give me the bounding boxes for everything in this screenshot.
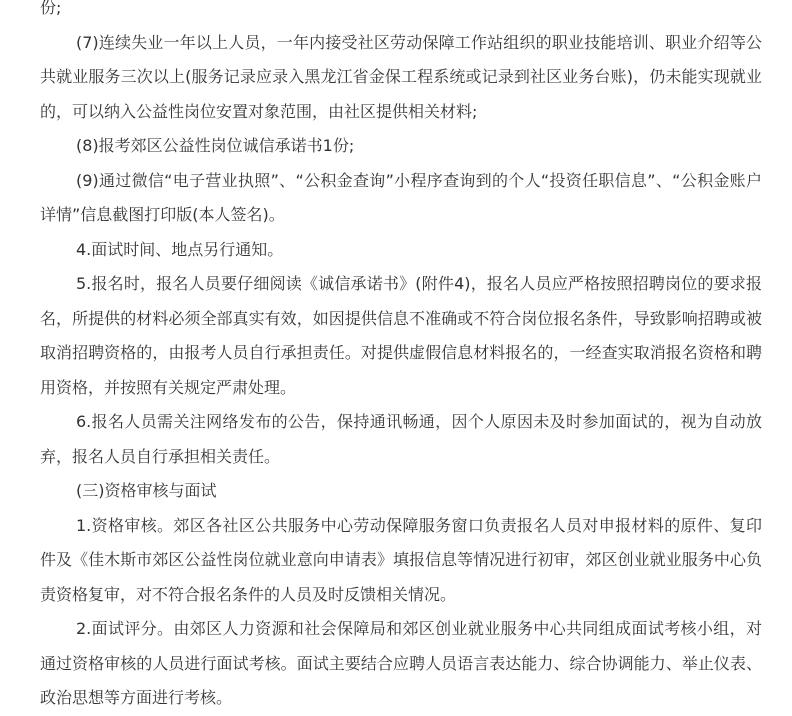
paragraph-item-8: (8)报考郊区公益性岗位诚信承诺书1份; (76, 136, 355, 155)
paragraph-item-9: (9)通过微信“电子营业执照”、“公积金查询”小程序查询到的个人“投资任职信息”、“公积金账户详情”信息截图打印版(本人签名)。 (40, 170, 762, 224)
paragraph-point-4: 4.面试时间、地点另行通知。 (76, 239, 284, 259)
paragraph-continuation: 份; (40, 0, 62, 17)
paragraph-interview-scoring: 2.面试评分。由郊区人力资源和社会保障局和郊区创业就业服务中心共同组成面试考核小组，对通过资格审核的人员进行面试考核。面试主要结合应聘人员语言表达能力、综合协调能力、举止仪表、政治思想等方面进行考核。 (40, 619, 762, 707)
paragraph-point-5: 5.报名时，报名人员要仔细阅读《诚信承诺书》(附件4)，报名人员应严格按照招聘岗位的要求报名，所提供的材料必须全部真实有效，如因提供信息不准确或不符合岗位报名条件，导致影响招聘或被取消招聘资格的，由报考人员自行承担责任。对提供虚假信息材料报名的，一经查实取消报名资格和聘用资格，并按照有关规定严肃处理。 (40, 274, 762, 397)
paragraph-point-6: 6.报名人员需关注网络发布的公告，保持通讯畅通，因个人原因未及时参加面试的，视为自动放弃，报名人员自行承担相关责任。 (40, 412, 762, 466)
section-heading: (三)资格审核与面试 (76, 481, 217, 500)
paragraph-qualification-review: 1.资格审核。郊区各社区公共服务中心劳动保障服务窗口负责报名人员对申报材料的原件、复印件及《佳木斯市郊区公益性岗位就业意向申请表》填报信息等情况进行初审，郊区创业就业服务中心负责资格复审，对不符合报名条件的人员及时反馈相关情况。 (40, 515, 762, 604)
paragraph-item-7: (7)连续失业一年以上人员，一年内接受社区劳动保障工作站组织的职业技能培训、职业介绍等公共就业服务三次以上(服务记录应录入黑龙江省金保工程系统或记录到社区业务台账)，仍未能实现就业的，可以纳入公益性岗位安置对象范围，由社区提供相关材料; (40, 32, 762, 121)
